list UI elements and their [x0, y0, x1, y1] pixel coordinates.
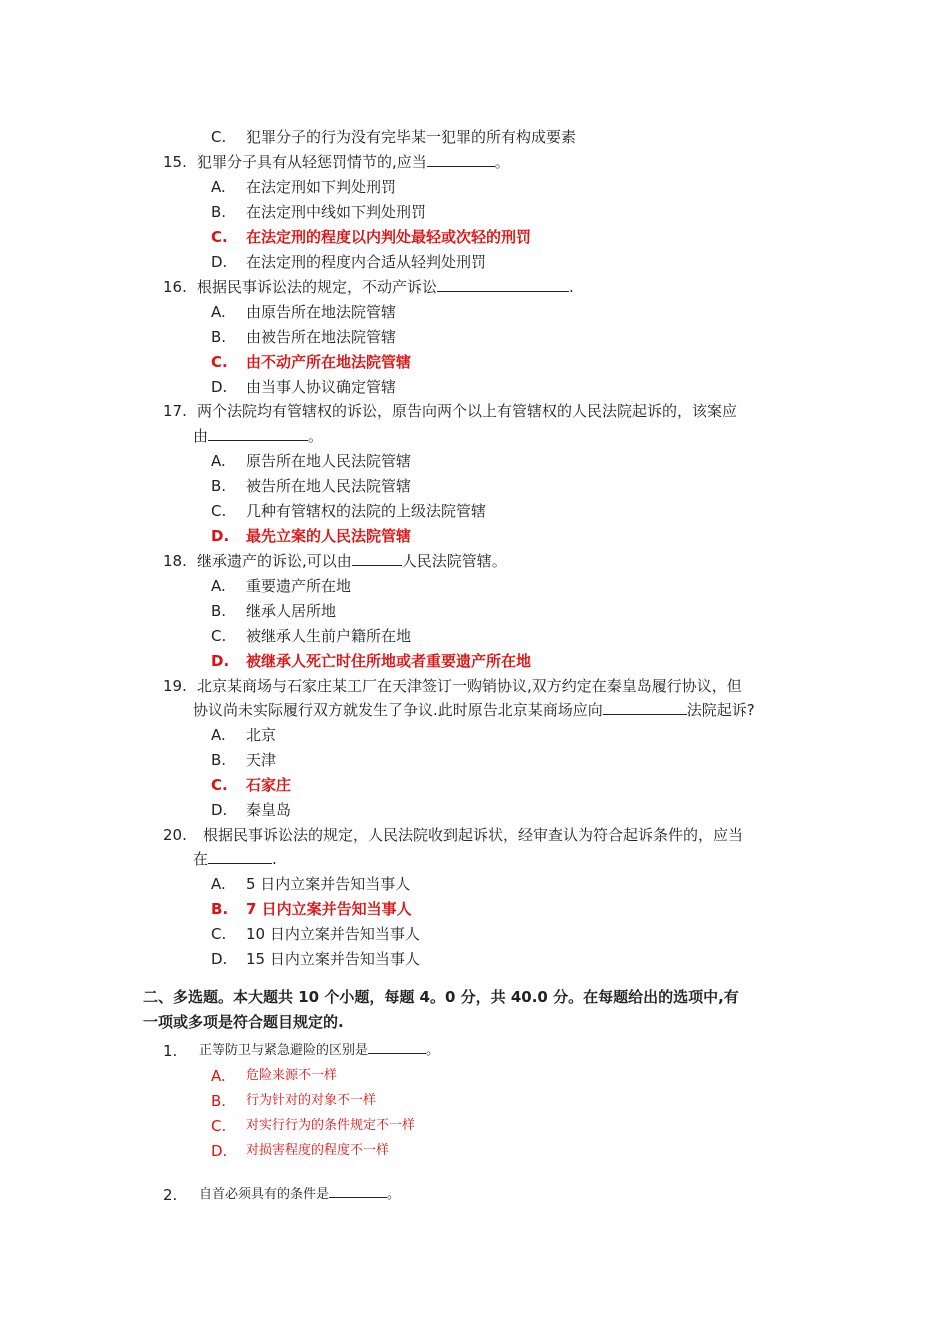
option-text: 原告所在地人民法院管辖: [246, 452, 412, 470]
option-text: 对损害程度的程度不一样: [246, 1143, 390, 1158]
option-letter: B.: [211, 900, 229, 918]
option-text: 继承人居所地: [246, 602, 337, 620]
answer-blank: [208, 848, 272, 864]
option-text: 天津: [246, 751, 277, 769]
answer-blank: [437, 276, 569, 292]
option-text: 由不动产所在地法院管辖: [246, 353, 412, 371]
question-text: 两个法院均有管辖权的诉讼，原告向两个以上有管辖权的人民法院起诉的，该案应: [197, 402, 738, 420]
option-text: 在法定刑中线如下判处刑罚: [246, 203, 427, 221]
question-text: 继承遗产的诉讼,可以由: [197, 552, 352, 570]
section-heading-line2: 一项或多项是符合题目规定的.: [143, 1013, 344, 1031]
option-text: 在法定刑的程度以内判处最轻或次轻的刑罚: [246, 228, 532, 246]
answer-blank: [603, 699, 687, 715]
option-letter: A.: [211, 875, 226, 893]
question-text: 在: [193, 850, 209, 868]
option-letter: D.: [211, 652, 230, 670]
option-letter: D.: [211, 1142, 228, 1160]
option-letter: D.: [211, 801, 228, 819]
question-number: 15.: [163, 153, 187, 171]
option-letter: C.: [211, 228, 228, 246]
option-text: 7 日内立案并告知当事人: [246, 900, 412, 918]
question-number: 2.: [163, 1186, 178, 1204]
option-text: 犯罪分子的行为没有完毕某一犯罪的所有构成要素: [246, 128, 577, 146]
question-number: 20.: [163, 826, 187, 844]
option-text: 石家庄: [246, 776, 292, 794]
option-text: 重要遗产所在地: [246, 577, 352, 595]
option-letter: D.: [211, 378, 228, 396]
option-letter: C.: [211, 627, 227, 645]
option-letter: B.: [211, 477, 227, 495]
question-text: 根据民事诉讼法的规定，不动产诉讼: [197, 278, 438, 296]
option-letter: C.: [211, 353, 228, 371]
question-text: 犯罪分子具有从轻惩罚情节的,应当: [197, 153, 427, 171]
question-number: 16.: [163, 278, 187, 296]
question-text: 正等防卫与紧急避险的区别是: [199, 1043, 369, 1058]
option-text: 被继承人生前户籍所在地: [246, 627, 412, 645]
question-text: 由: [193, 427, 209, 445]
question-number: 1.: [163, 1042, 178, 1060]
question-end: .: [569, 278, 574, 296]
option-letter: D.: [211, 527, 230, 545]
answer-blank: [329, 1185, 387, 1198]
option-letter: B.: [211, 751, 227, 769]
option-text: 由当事人协议确定管辖: [246, 378, 397, 396]
option-letter: C.: [211, 776, 228, 794]
option-text: 5 日内立案并告知当事人: [246, 875, 411, 893]
option-text: 被告所在地人民法院管辖: [246, 477, 412, 495]
option-letter: A.: [211, 1067, 226, 1085]
option-text: 行为针对的对象不一样: [246, 1093, 377, 1108]
option-text: 对实行行为的条件规定不一样: [246, 1118, 416, 1133]
option-text: 最先立案的人民法院管辖: [246, 527, 412, 545]
option-text: 秦皇岛: [246, 801, 292, 819]
answer-blank: [352, 550, 402, 566]
question-number: 17.: [163, 402, 187, 420]
option-text: 在法定刑如下判处刑罚: [246, 178, 397, 196]
question-number: 18.: [163, 552, 187, 570]
question-end: 。: [426, 1043, 440, 1058]
option-letter: D.: [211, 950, 228, 968]
answer-blank: [208, 425, 308, 441]
option-text: 由被告所在地法院管辖: [246, 328, 397, 346]
option-letter: A.: [211, 726, 226, 744]
question-end: 。: [308, 427, 324, 445]
question-text: 北京某商场与石家庄某工厂在天津签订一购销协议,双方约定在秦皇岛履行协议，但: [197, 677, 742, 695]
option-text: 北京: [246, 726, 277, 744]
option-text: 被继承人死亡时住所地或者重要遗产所在地: [246, 652, 532, 670]
option-letter: A.: [211, 452, 226, 470]
option-text: 10 日内立案并告知当事人: [246, 925, 420, 943]
option-text: 由原告所在地法院管辖: [246, 303, 397, 321]
answer-blank: [427, 151, 495, 167]
option-text: 几种有管辖权的法院的上级法院管辖: [246, 502, 487, 520]
option-letter: B.: [211, 602, 227, 620]
option-text: 15 日内立案并告知当事人: [246, 950, 420, 968]
option-letter: C.: [211, 1117, 227, 1135]
option-letter: C.: [211, 925, 227, 943]
option-letter: B.: [211, 1092, 227, 1110]
option-letter: B.: [211, 203, 227, 221]
question-text: 根据民事诉讼法的规定，人民法院收到起诉状，经审查认为符合起诉条件的，应当: [203, 826, 744, 844]
option-text: 危险来源不一样: [246, 1068, 338, 1083]
question-end: .: [272, 850, 277, 868]
option-letter: A.: [211, 577, 226, 595]
section-heading-line1: 二、多选题。本大题共 10 个小题，每题 4。0 分，共 40.0 分。在每题给出的选项中,有: [143, 988, 739, 1006]
question-end: 法院起诉?: [686, 701, 755, 719]
question-text: 自首必须具有的条件是: [199, 1187, 330, 1202]
option-letter: A.: [211, 303, 226, 321]
option-letter: A.: [211, 178, 226, 196]
option-letter: C.: [211, 502, 227, 520]
question-end: 人民法院管辖。: [401, 552, 507, 570]
option-letter: D.: [211, 253, 228, 271]
question-text: 协议尚未实际履行双方就发生了争议.此时原告北京某商场应向: [193, 701, 603, 719]
option-letter: C.: [211, 128, 227, 146]
option-letter: B.: [211, 328, 227, 346]
question-end: 。: [494, 153, 510, 171]
option-text: 在法定刑的程度内合适从轻判处刑罚: [246, 253, 487, 271]
question-number: 19.: [163, 677, 187, 695]
answer-blank: [368, 1041, 426, 1054]
question-end: 。: [387, 1187, 401, 1202]
